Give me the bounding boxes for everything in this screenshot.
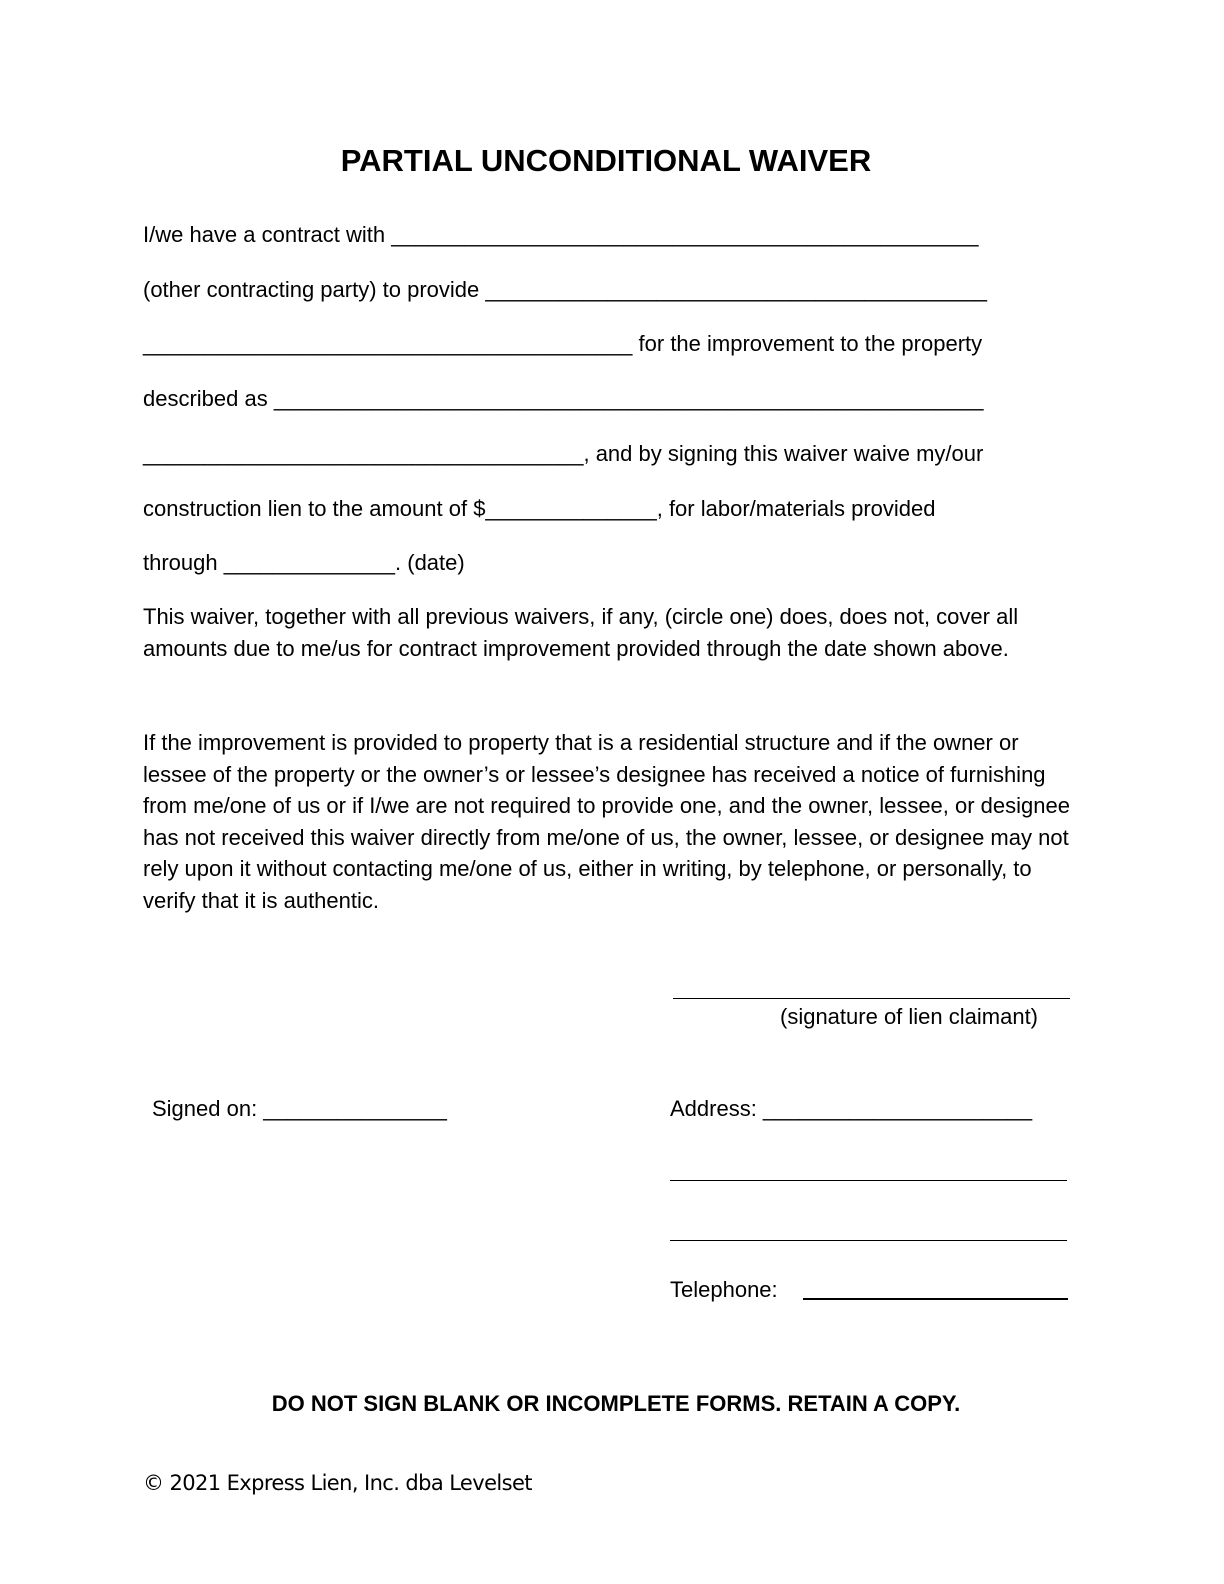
signature-line <box>673 998 1070 999</box>
copyright-footer: © 2021 Express Lien, Inc. dba Levelset <box>143 1471 532 1495</box>
coverage-paragraph: This waiver, together with all previous waivers, if any, (circle one) does, does not, cover all amounts due to me/us for contract improvement provided through the date shown above. <box>143 604 1019 661</box>
through-date-line: through ______________. (date) <box>143 550 465 575</box>
residential-notice-paragraph: If the improvement is provided to property that is a residential structure and if the owner or lessee of the property or the owner’s or lessee’s designee has received a notice of furnishing from me/one of us or if I/we are not required to provide one, and the owner, lessee, or designee has not received this waiver directly from me/one of us, the owner, lessee, or designee may not rely upon it without contacting me/one of us, either in writing, by telephone, or personally, to verify that it is authentic. <box>143 730 1070 913</box>
signed-on-field: Signed on: _______________ <box>152 1096 447 1121</box>
lien-amount-line: construction lien to the amount of $______________, for labor/materials provided <box>143 496 936 521</box>
address-line-3 <box>670 1240 1067 1241</box>
telephone-line <box>803 1298 1068 1300</box>
address-line-2 <box>670 1180 1067 1181</box>
telephone-label: Telephone: <box>670 1277 778 1302</box>
described-as-line: described as __________________________________________________________ <box>143 386 984 411</box>
warning-notice: DO NOT SIGN BLANK OR INCOMPLETE FORMS. RETAIN A COPY. <box>271 1391 961 1416</box>
waive-lien-line: ____________________________________, and by signing this waiver waive my/our <box>143 441 984 466</box>
contract-with-line: I/we have a contract with ________________________________________________ <box>143 222 979 247</box>
signature-label: (signature of lien claimant) <box>780 1004 1039 1029</box>
document-title: PARTIAL UNCONDITIONAL WAIVER <box>340 143 872 178</box>
contracting-party-line: (other contracting party) to provide _________________________________________ <box>143 277 988 302</box>
improvement-line: ________________________________________ for the improvement to the property <box>143 331 983 356</box>
address-field: Address: ______________________ <box>670 1096 1033 1121</box>
